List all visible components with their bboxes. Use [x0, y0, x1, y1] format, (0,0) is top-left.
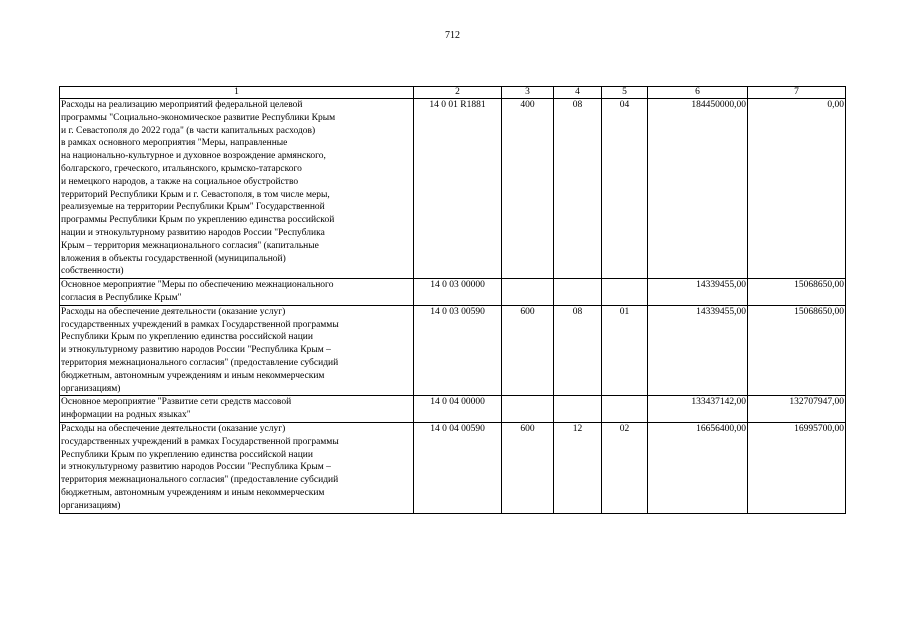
- row-description: [60, 279, 414, 306]
- description-line: территория межнационального согласия" (предоставление субсидий: [61, 357, 339, 368]
- header-row: [60, 87, 846, 99]
- description-line: собственности): [61, 266, 124, 277]
- description-line: и этнокультурному развитию народов России "Республика Крым –: [61, 345, 331, 356]
- amount-year-1-cell: [648, 305, 748, 396]
- amount-year-2: 15068650,00: [794, 306, 844, 317]
- target-article-code: 14 0 04 00000: [414, 396, 502, 423]
- target-article-code: 14 0 04 00590: [414, 422, 502, 513]
- expense-type-code: 400: [502, 99, 554, 279]
- header-col-2: 2: [414, 87, 502, 99]
- description-line: и этнокультурному развитию народов России "Республика Крым –: [61, 462, 331, 473]
- description-line: программы "Социально-экономическое развитие Республики Крым: [61, 112, 336, 123]
- description-line: Крым – территория межнационального согласия" (капитальные: [61, 240, 319, 251]
- table-row: [60, 305, 846, 396]
- subsection-code: 04: [602, 99, 648, 279]
- description-line: государственных учреждений в рамках Государственной программы: [61, 319, 339, 330]
- description-line: Расходы на реализацию мероприятий федеральной целевой: [61, 100, 303, 110]
- expense-type-code: [502, 279, 554, 306]
- expense-type-code: 600: [502, 305, 554, 396]
- amount-year-1-cell: [648, 99, 748, 279]
- table-row: [60, 99, 846, 279]
- page-number: 712: [445, 30, 460, 41]
- section-code: 12: [554, 422, 602, 513]
- description-line: болгарского, греческого, итальянского, крымско-татарского: [61, 163, 302, 174]
- header-col-6: 6: [648, 87, 748, 99]
- expense-type-code: 600: [502, 422, 554, 513]
- row-description: [60, 396, 414, 423]
- description-line: согласия в Республике Крым": [61, 292, 182, 303]
- header-col-1: 1: [60, 87, 414, 99]
- amount-year-1-cell: [648, 279, 748, 306]
- section-code: 08: [554, 305, 602, 396]
- description-line: Основное мероприятие "Развитие сети средств массовой: [61, 397, 292, 408]
- row-description: [60, 99, 414, 279]
- amount-year-1: 16656400,00: [696, 423, 746, 434]
- description-line: организациям): [61, 383, 121, 394]
- table-row: [60, 422, 846, 513]
- subsection-code: [602, 279, 648, 306]
- section-code: [554, 279, 602, 306]
- table-header: [60, 87, 846, 99]
- amount-year-2: 0,00: [827, 100, 844, 110]
- amount-year-1: 14339455,00: [696, 306, 746, 317]
- subsection-code: 02: [602, 422, 648, 513]
- description-line: Республики Крым по укреплению единства российской нации: [61, 332, 313, 343]
- row-description: [60, 305, 414, 396]
- amount-year-2: 132707947,00: [789, 397, 844, 408]
- description-line: и г. Севастополя до 2022 года" (в части капитальных расходов): [61, 125, 316, 136]
- description-line: государственных учреждений в рамках Государственной программы: [61, 436, 339, 447]
- target-article-code: 14 0 03 00590: [414, 305, 502, 396]
- description-line: в рамках основного мероприятия "Меры, направленные: [61, 138, 288, 149]
- budget-table: [59, 86, 846, 514]
- target-article-code: 14 0 03 00000: [414, 279, 502, 306]
- amount-year-2-cell: [748, 99, 846, 279]
- table-row: [60, 396, 846, 423]
- amount-year-1-cell: [648, 396, 748, 423]
- description-line: информации на родных языках": [61, 410, 191, 421]
- description-line: бюджетным, автономным учреждениям и иным некоммерческим: [61, 370, 325, 381]
- description-line: и немецкого народов, а также на социальное обустройство: [61, 176, 299, 187]
- description-line: Расходы на обеспечение деятельности (оказание услуг): [61, 423, 286, 434]
- expense-type-code: [502, 396, 554, 423]
- header-col-5: 5: [602, 87, 648, 99]
- section-code: [554, 396, 602, 423]
- description-line: территория межнационального согласия" (предоставление субсидий: [61, 475, 339, 486]
- table-row: [60, 279, 846, 306]
- row-description: [60, 422, 414, 513]
- amount-year-1-cell: [648, 422, 748, 513]
- description-line: организациям): [61, 500, 121, 511]
- section-code: 08: [554, 99, 602, 279]
- description-line: нации и этнокультурному развитию народов России "Республика: [61, 227, 325, 238]
- amount-year-2-cell: [748, 305, 846, 396]
- description-line: Основное мероприятие "Меры по обеспечению межнационального: [61, 280, 334, 291]
- subsection-code: 01: [602, 305, 648, 396]
- header-col-3: 3: [502, 87, 554, 99]
- amount-year-2: 15068650,00: [794, 280, 844, 291]
- amount-year-2: 16995700,00: [794, 423, 844, 434]
- description-line: территорий Республики Крым и г. Севастополя, в том числе меры,: [61, 189, 330, 200]
- description-line: вложения в объекты государственной (муниципальной): [61, 253, 286, 264]
- header-col-4: 4: [554, 87, 602, 99]
- amount-year-2-cell: [748, 396, 846, 423]
- description-line: Республики Крым по укреплению единства российской нации: [61, 449, 313, 460]
- description-line: на национально-культурное и духовное возрождение армянского,: [61, 151, 326, 162]
- amount-year-2-cell: [748, 279, 846, 306]
- amount-year-1: 133437142,00: [691, 397, 746, 408]
- amount-year-1: 184450000,00: [691, 100, 746, 110]
- target-article-code: 14 0 01 R1881: [414, 99, 502, 279]
- subsection-code: [602, 396, 648, 423]
- description-line: программы Республики Крым по укреплению единства российской: [61, 215, 335, 226]
- amount-year-1: 14339455,00: [696, 280, 746, 291]
- table-body: [60, 99, 846, 514]
- description-line: бюджетным, автономным учреждениям и иным некоммерческим: [61, 487, 325, 498]
- amount-year-2-cell: [748, 422, 846, 513]
- description-line: реализуемые на территории Республики Крым" Государственной: [61, 202, 325, 213]
- header-col-7: 7: [748, 87, 846, 99]
- description-line: Расходы на обеспечение деятельности (оказание услуг): [61, 306, 286, 317]
